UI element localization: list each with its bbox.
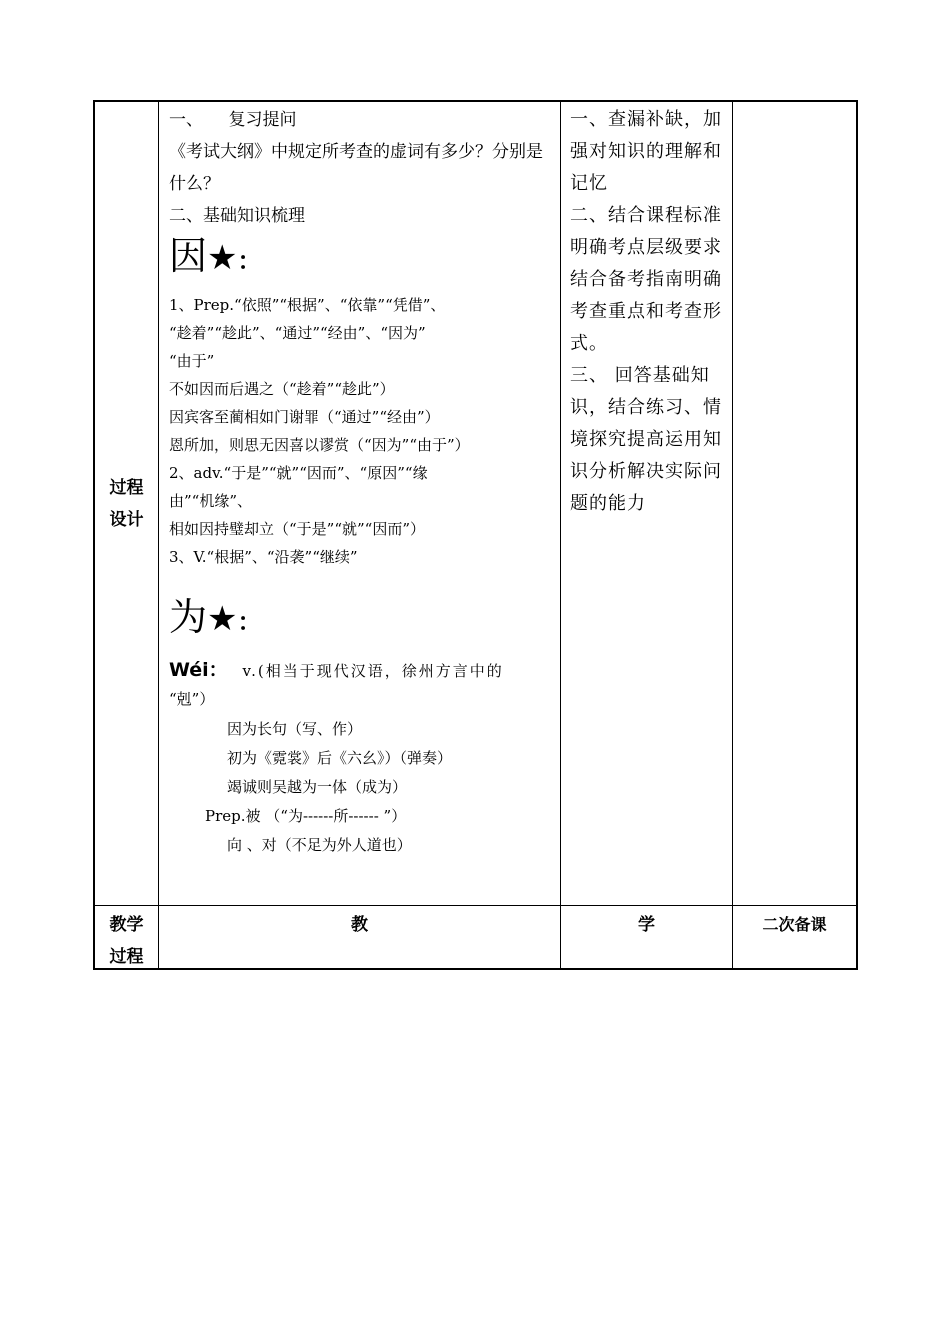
wei-pinyin: Wéi： (169, 659, 228, 681)
star-icon: ★ (207, 238, 238, 278)
notes-line: 结合备考指南明确 (570, 269, 722, 290)
review-question: 《考试大纲》中规定所考查的虚词有多少？分别是什么？ (169, 142, 543, 194)
header-second-prep: 二次备课 (762, 915, 827, 934)
yin-definitions (169, 291, 555, 571)
row-label-line2: 设计 (109, 510, 144, 530)
review-title: 一、 复习提问 (169, 110, 297, 130)
notes-line: 境探究提高运用知 (570, 429, 722, 450)
row-label-line1: 过程 (109, 478, 144, 498)
notes-line: 二、结合课程标准 (570, 205, 722, 226)
wei-char: 为 (169, 595, 208, 639)
wei-line: 因为长句（写、作） (227, 720, 363, 738)
notes-line: 识分析解决实际问 (570, 461, 722, 482)
notes-line: 记忆 (570, 173, 608, 194)
yin-line: 3、V.“根据”、“沿袭”“继续” (169, 548, 358, 566)
notes-line: 强对知识的理解和 (570, 141, 722, 162)
notes-line: 考查重点和考查形 (570, 301, 722, 322)
yin-char: 因 (169, 234, 208, 278)
wei-definition (169, 656, 555, 685)
yin-line: 恩所加，则思无因喜以谬赏（“因为”“由于”） (169, 436, 470, 454)
wei-line: 向 、对（不足为外人道也） (227, 836, 412, 854)
column-divider-1 (158, 100, 159, 970)
table-bottom-border (93, 968, 858, 970)
row-label-process-design (95, 472, 158, 536)
yin-line: 1、Prep.“依照”“根据”、“依靠”“凭借”、 (169, 296, 446, 314)
header-teach: 教 (351, 915, 368, 935)
yin-line: “由于” (169, 352, 215, 370)
star-icon: ★ (207, 599, 238, 639)
wei-def-line1: v.(相当于现代汉语，徐州方言中的 (242, 662, 504, 680)
yin-line: 相如因持璧却立（“于是”“就”“因而”） (169, 520, 426, 538)
notes-line: 识，结合练习、情 (570, 397, 722, 418)
yin-line: 2、adv.“于是”“就”“因而”、“原因”“缘 (169, 464, 428, 482)
wei-line: Prep.被 （“为------所------ ”） (205, 807, 407, 825)
table-right-border (856, 100, 858, 970)
notes-cell (570, 104, 730, 520)
column-divider-2 (560, 100, 561, 970)
row-label-line2: 过程 (109, 947, 144, 967)
notes-line: 题的能力 (570, 493, 646, 514)
yin-heading (169, 230, 555, 287)
table-top-border (93, 100, 858, 102)
notes-line: 明确考点层级要求 (570, 237, 722, 258)
yin-line: 不如因而后遇之（“趁着”“趁此”） (169, 380, 395, 398)
column-divider-3 (732, 100, 733, 970)
yin-colon: ： (237, 247, 262, 275)
basic-title: 二、基础知识梳理 (169, 206, 305, 226)
row-label-teaching-process (95, 909, 158, 973)
wei-def-line2: “剋”） (169, 690, 215, 708)
wei-heading (169, 591, 555, 648)
row-divider (93, 905, 858, 906)
header-learn: 学 (638, 915, 655, 935)
notes-line: 式。 (570, 333, 608, 354)
wei-line: 初为《霓裳》后《六幺》）（弹奏） (227, 749, 453, 767)
content-cell (169, 104, 555, 860)
yin-line: “趁着”“趁此”、“通过”“经由”、“因为” (169, 324, 426, 342)
wei-examples (169, 715, 555, 860)
yin-line: 因宾客至蔺相如门谢罪（“通过”“经由”） (169, 408, 440, 426)
lesson-plan-table (93, 100, 858, 970)
wei-line: 竭诚则吴越为一体（成为） (227, 778, 408, 796)
row-label-line1: 教学 (109, 915, 144, 935)
yin-line: 由”“机缘”、 (169, 492, 253, 510)
notes-line: 三、 回答基础知 (570, 365, 710, 386)
notes-line: 一、查漏补缺，加 (570, 109, 722, 130)
wei-colon: ： (237, 608, 262, 636)
